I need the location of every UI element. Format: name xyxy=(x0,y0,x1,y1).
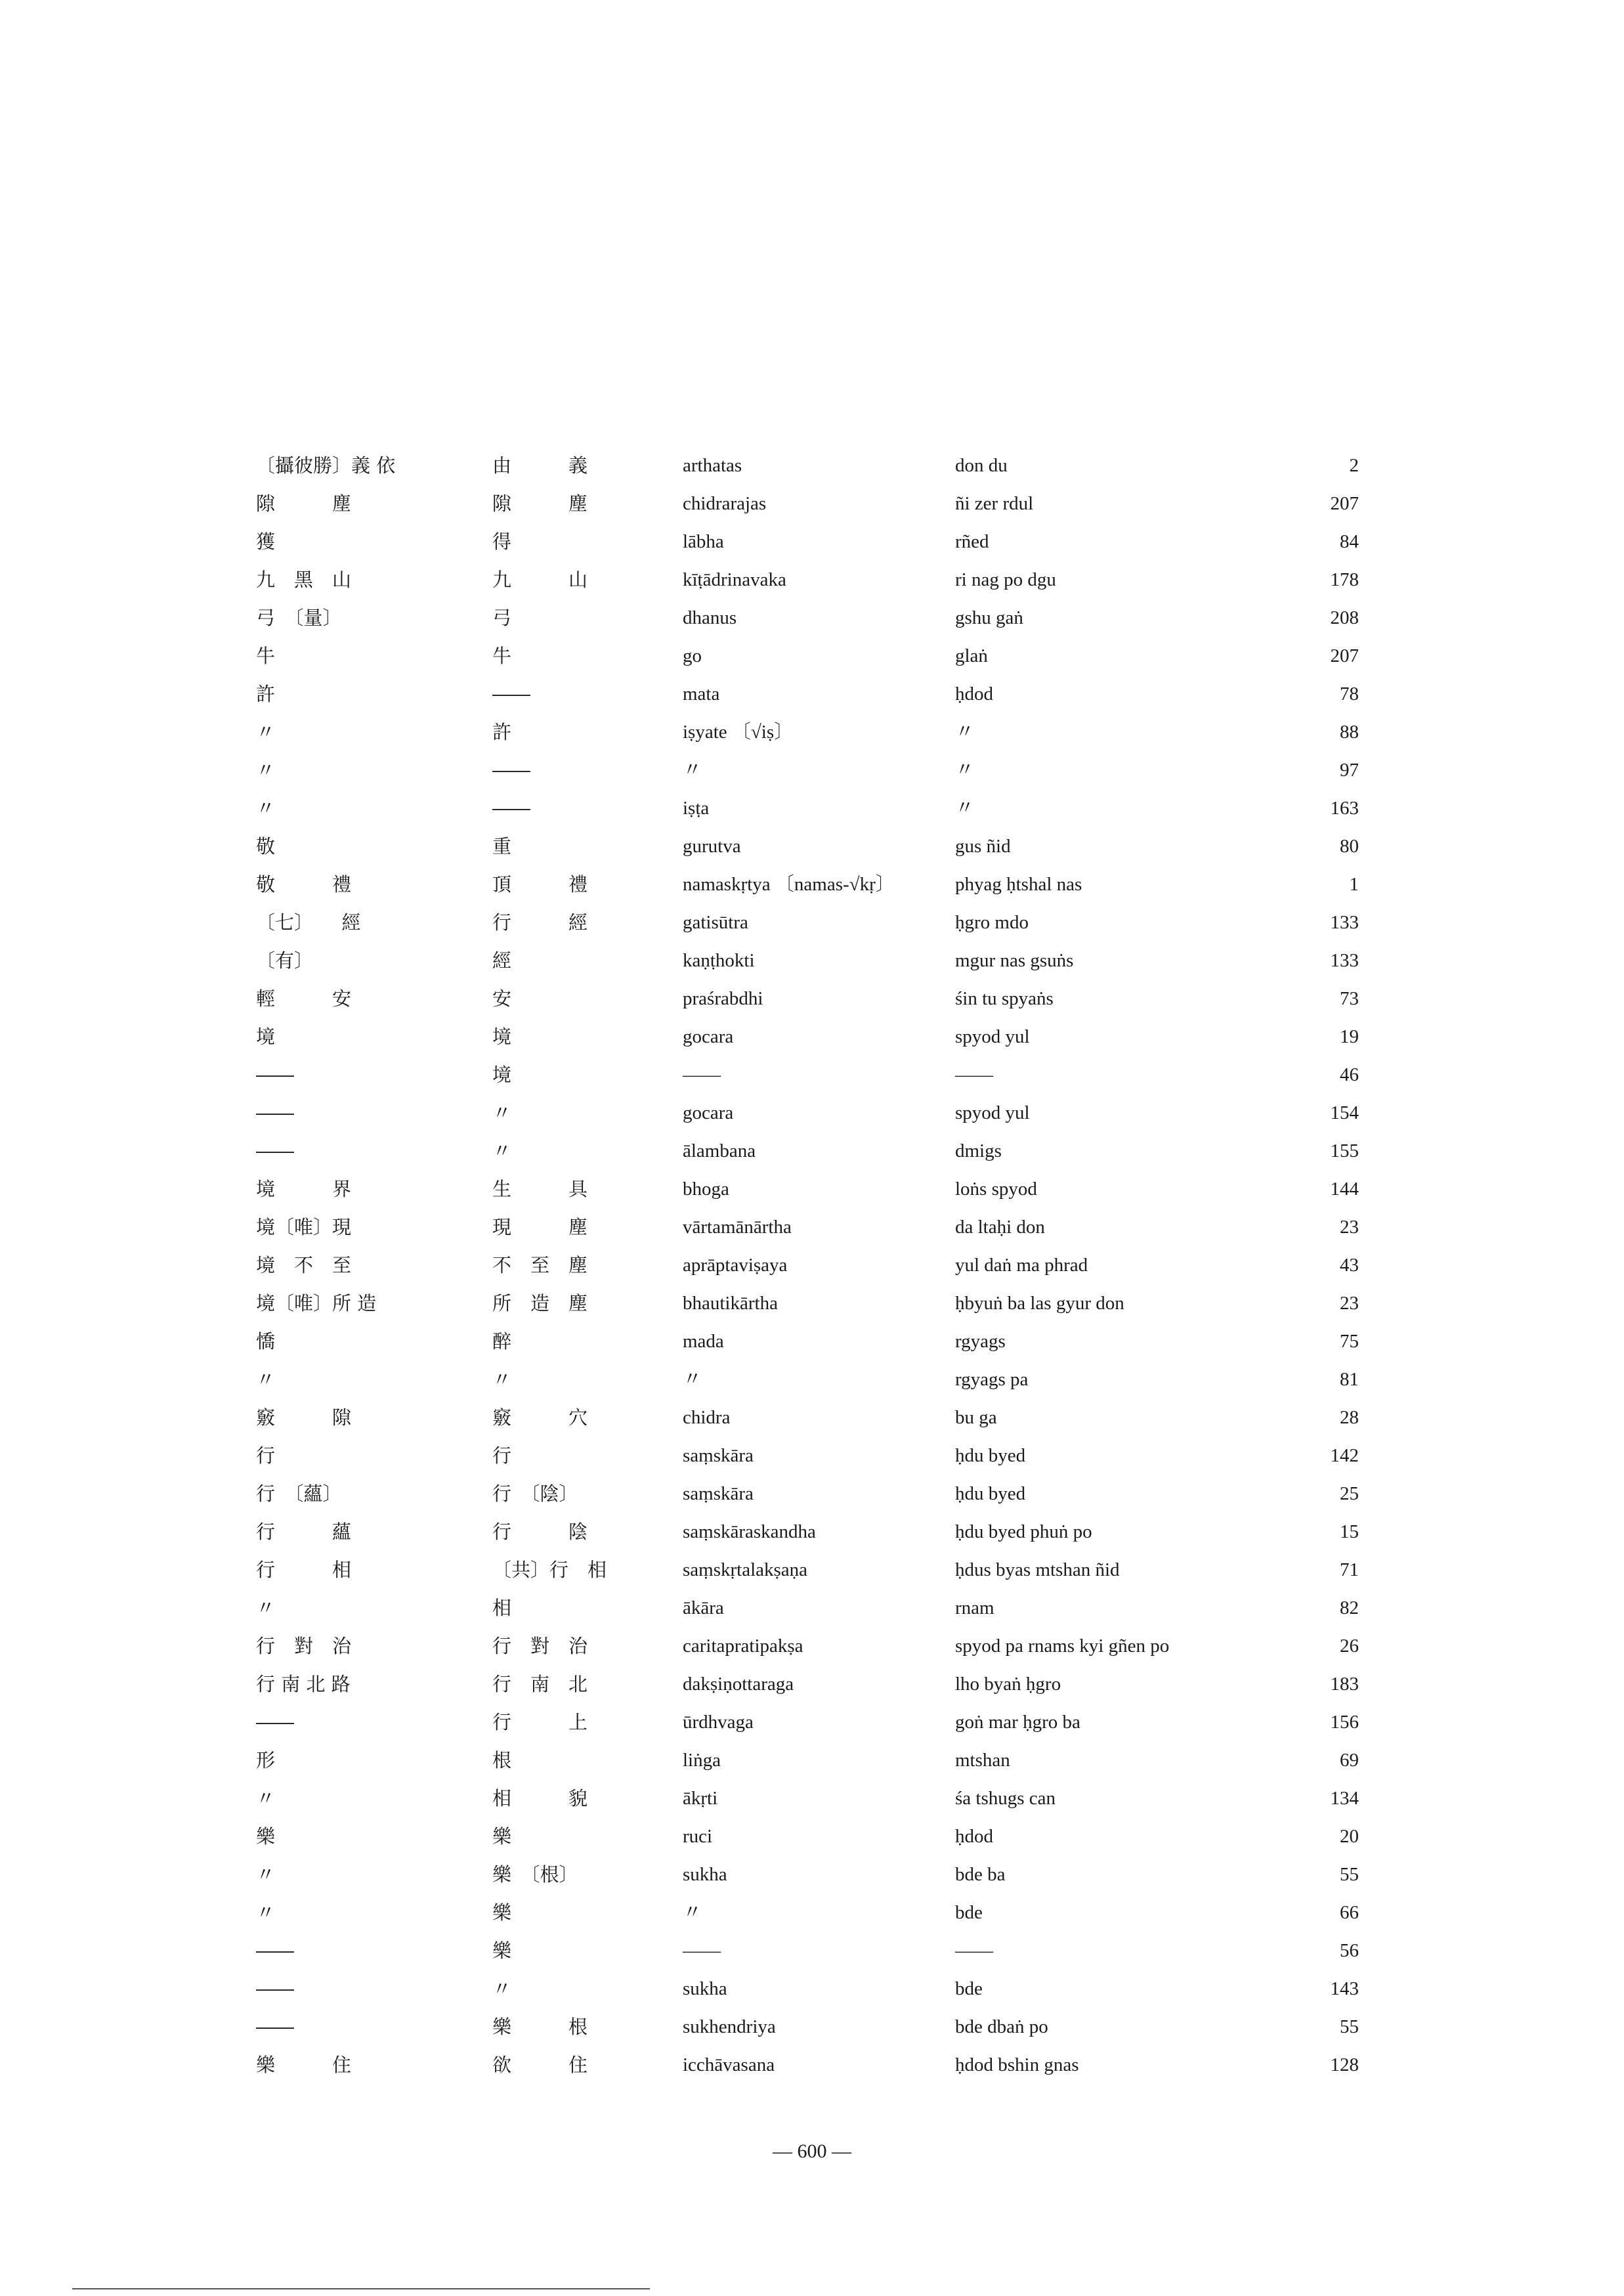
chinese-variant: 樂 xyxy=(492,1901,512,1924)
page-reference: 208 xyxy=(1330,607,1359,628)
chinese-variant: 九 山 xyxy=(492,569,588,591)
page-reference: 134 xyxy=(1330,1788,1359,1809)
chinese-term: 〃 xyxy=(256,1368,276,1391)
tibetan-term: ḥdu byed xyxy=(955,1445,1026,1466)
chinese-term: 行 南 北 路 xyxy=(256,1673,351,1695)
sanskrit-term: 〃 xyxy=(683,760,702,781)
table-row xyxy=(256,1322,1359,1360)
table-row xyxy=(256,1132,1359,1170)
page-reference: 15 xyxy=(1340,1521,1359,1542)
tibetan-term: spyod yul xyxy=(955,1102,1030,1123)
chinese-term: ―― xyxy=(256,1939,294,1962)
sanskrit-term: namaskṛtya 〔namas-√kṛ〕 xyxy=(683,874,895,895)
page-reference: 144 xyxy=(1330,1179,1359,1200)
sanskrit-term: icchāvasana xyxy=(683,2054,775,2075)
chinese-variant: 行 〔陰〕 xyxy=(492,1483,578,1505)
chinese-variant: 經 xyxy=(492,949,512,972)
sanskrit-term: vārtamānārtha xyxy=(683,1217,792,1238)
page-reference: 2 xyxy=(1349,455,1359,476)
table-row xyxy=(256,675,1359,713)
sanskrit-term: gocara xyxy=(683,1026,734,1047)
page-reference: 133 xyxy=(1330,912,1359,933)
sanskrit-term: kaṇṭhokti xyxy=(683,950,755,971)
chinese-term: 行 對 治 xyxy=(256,1635,352,1657)
page-reference: 28 xyxy=(1340,1407,1359,1428)
chinese-term: 隙 塵 xyxy=(256,492,352,515)
chinese-variant: 由 義 xyxy=(492,454,588,477)
page-reference: 163 xyxy=(1330,798,1359,819)
tibetan-term: rgyags xyxy=(955,1331,1006,1352)
page-reference: 78 xyxy=(1340,683,1359,704)
sanskrit-term: bhoga xyxy=(683,1179,729,1200)
table-row xyxy=(256,1741,1359,1779)
table-row xyxy=(256,2008,1359,2046)
tibetan-term: da ltaḥi don xyxy=(955,1217,1045,1238)
table-row xyxy=(256,1094,1359,1132)
tibetan-term: glaṅ xyxy=(955,645,988,666)
sanskrit-term: saṃskāra xyxy=(683,1483,754,1504)
table-row xyxy=(256,637,1359,675)
page-reference: 75 xyxy=(1340,1331,1359,1352)
sanskrit-term: saṃskāraskandha xyxy=(683,1521,816,1542)
sanskrit-term: ūrdhvaga xyxy=(683,1712,754,1733)
chinese-term: ―― xyxy=(256,1978,294,2000)
page-reference: 25 xyxy=(1340,1483,1359,1504)
chinese-term: 境〔唯〕所 造 xyxy=(256,1292,377,1314)
chinese-variant: 得 xyxy=(492,531,512,553)
table-row xyxy=(256,789,1359,827)
sanskrit-term: dakṣiṇottaraga xyxy=(683,1674,794,1695)
glossary-table xyxy=(256,446,1359,2084)
chinese-term: 行 蘊 xyxy=(256,1521,352,1543)
sanskrit-term: ālambana xyxy=(683,1140,756,1161)
tibetan-term: ḥdu byed xyxy=(955,1483,1026,1504)
page-reference: 143 xyxy=(1330,1978,1359,1999)
tibetan-term: śa tshugs can xyxy=(955,1788,1056,1809)
chinese-variant: 行 上 xyxy=(492,1711,588,1733)
chinese-variant: 相 貌 xyxy=(492,1787,588,1809)
table-row xyxy=(256,1170,1359,1208)
chinese-variant: 竅 穴 xyxy=(492,1406,588,1429)
tibetan-term: mtshan xyxy=(955,1750,1010,1771)
sanskrit-term: arthatas xyxy=(683,455,742,476)
chinese-variant: 行 xyxy=(492,1444,512,1467)
sanskrit-term: dhanus xyxy=(683,607,737,628)
sanskrit-term: go xyxy=(683,645,702,666)
chinese-variant: 〃 xyxy=(492,1978,512,2000)
page-reference: 97 xyxy=(1340,760,1359,781)
chinese-term: 弓 〔量〕 xyxy=(256,607,342,629)
page-reference: 19 xyxy=(1340,1026,1359,1047)
chinese-term: 牛 xyxy=(256,645,276,667)
chinese-term: 〃 xyxy=(256,1863,276,1886)
sanskrit-term: 〃 xyxy=(683,1369,702,1390)
table-row xyxy=(256,2046,1359,2084)
tibetan-term: ḥdod xyxy=(955,683,993,704)
page-reference: 55 xyxy=(1340,2016,1359,2037)
sanskrit-term: chidrarajas xyxy=(683,493,767,514)
chinese-variant: ―― xyxy=(492,759,530,781)
page-reference: 71 xyxy=(1340,1559,1359,1580)
page-reference: 133 xyxy=(1330,950,1359,971)
chinese-term: ―― xyxy=(256,1140,294,1162)
page-reference: 66 xyxy=(1340,1902,1359,1923)
tibetan-term: yul daṅ ma phrad xyxy=(955,1255,1088,1276)
sanskrit-term: ruci xyxy=(683,1826,713,1847)
tibetan-term: rnam xyxy=(955,1597,994,1618)
table-row xyxy=(256,1018,1359,1056)
chinese-term: 獲 xyxy=(256,531,276,553)
page-reference: 178 xyxy=(1330,569,1359,590)
page-reference: 55 xyxy=(1340,1864,1359,1885)
table-row xyxy=(256,1779,1359,1817)
chinese-variant: 許 xyxy=(492,721,512,743)
page-reference: 128 xyxy=(1330,2054,1359,2075)
tibetan-term: ḥbyuṅ ba las gyur don xyxy=(955,1293,1124,1314)
chinese-term: 輕 安 xyxy=(256,987,352,1010)
page-reference: 46 xyxy=(1340,1064,1359,1085)
sanskrit-term: kīṭādrinavaka xyxy=(683,569,786,590)
chinese-term: ―― xyxy=(256,1102,294,1124)
page-reference: 183 xyxy=(1330,1674,1359,1695)
tibetan-term: ḥdu byed phuṅ po xyxy=(955,1521,1092,1542)
chinese-variant: 現 塵 xyxy=(492,1216,588,1238)
tibetan-term: rñed xyxy=(955,531,989,552)
tibetan-term: don du xyxy=(955,455,1008,476)
tibetan-term: loṅs spyod xyxy=(955,1179,1037,1200)
table-row xyxy=(256,446,1359,485)
tibetan-term: bde ba xyxy=(955,1864,1006,1885)
chinese-term: 行 相 xyxy=(256,1559,352,1581)
chinese-variant: 弓 xyxy=(492,607,512,629)
sanskrit-term: gatisūtra xyxy=(683,912,748,933)
chinese-variant: 〃 xyxy=(492,1368,512,1391)
chinese-variant: 〃 xyxy=(492,1102,512,1124)
chinese-term: 憍 xyxy=(256,1330,276,1353)
chinese-term: 〃 xyxy=(256,1597,276,1619)
chinese-term: 行 xyxy=(256,1444,276,1467)
sanskrit-term: saṃskāra xyxy=(683,1445,754,1466)
chinese-term: 〔攝彼勝〕義 依 xyxy=(256,454,396,477)
table-row xyxy=(256,1932,1359,1970)
chinese-variant: ―― xyxy=(492,683,530,705)
chinese-term: 〔七〕 經 xyxy=(256,911,361,934)
tibetan-term: mgur nas gsuṅs xyxy=(955,950,1074,971)
table-row xyxy=(256,523,1359,561)
tibetan-term: spyod yul xyxy=(955,1026,1030,1047)
chinese-term: ―― xyxy=(256,2016,294,2038)
chinese-variant: 樂 xyxy=(492,1825,512,1848)
chinese-term: 〃 xyxy=(256,759,276,781)
tibetan-term: lho byaṅ ḥgro xyxy=(955,1674,1061,1695)
tibetan-term: dmigs xyxy=(955,1140,1002,1161)
sanskrit-term: ākṛti xyxy=(683,1788,718,1809)
tibetan-term: phyag ḥtshal nas xyxy=(955,874,1082,895)
tibetan-term: ḥdod xyxy=(955,1826,993,1847)
table-row xyxy=(256,1551,1359,1589)
sanskrit-term: mada xyxy=(683,1331,724,1352)
table-row xyxy=(256,1855,1359,1894)
page-reference: 56 xyxy=(1340,1940,1359,1961)
chinese-term: 竅 隙 xyxy=(256,1406,352,1429)
chinese-variant: 行 陰 xyxy=(492,1521,588,1543)
chinese-term: 樂 xyxy=(256,1825,276,1848)
table-row xyxy=(256,1665,1359,1703)
page-reference: 207 xyxy=(1330,493,1359,514)
sanskrit-term: ―― xyxy=(683,1064,721,1085)
table-row xyxy=(256,1817,1359,1855)
chinese-variant: 所 造 塵 xyxy=(492,1292,588,1314)
page-reference: 43 xyxy=(1340,1255,1359,1276)
table-row xyxy=(256,1894,1359,1932)
chinese-term: 敬 禮 xyxy=(256,873,352,896)
chinese-variant: 相 xyxy=(492,1597,512,1619)
table-row xyxy=(256,1398,1359,1437)
chinese-variant: 樂 根 xyxy=(492,2016,588,2038)
chinese-term: 九 黑 山 xyxy=(256,569,352,591)
chinese-term: 形 xyxy=(256,1749,276,1771)
table-row xyxy=(256,1246,1359,1284)
tibetan-term: goṅ mar ḥgro ba xyxy=(955,1712,1080,1733)
chinese-term: ―― xyxy=(256,1064,294,1086)
table-row xyxy=(256,1208,1359,1246)
chinese-term: 〃 xyxy=(256,721,276,743)
table-row xyxy=(256,1589,1359,1627)
chinese-variant: 行 南 北 xyxy=(492,1673,588,1695)
page-reference: 26 xyxy=(1340,1635,1359,1657)
tibetan-term: bde xyxy=(955,1902,983,1923)
page-reference: 142 xyxy=(1330,1445,1359,1466)
table-row xyxy=(256,1703,1359,1741)
sanskrit-term: gurutva xyxy=(683,836,741,857)
chinese-variant: 境 xyxy=(492,1064,512,1086)
chinese-variant: 樂 〔根〕 xyxy=(492,1863,578,1886)
tibetan-term: bde dbaṅ po xyxy=(955,2016,1048,2037)
chinese-term: 〃 xyxy=(256,1901,276,1924)
chinese-variant: 欲 住 xyxy=(492,2054,588,2076)
chinese-term: 敬 xyxy=(256,835,276,857)
chinese-variant: 樂 xyxy=(492,1939,512,1962)
table-row xyxy=(256,751,1359,789)
tibetan-term: ḥdod bshin gnas xyxy=(955,2054,1079,2075)
page-reference: 156 xyxy=(1330,1712,1359,1733)
table-row xyxy=(256,827,1359,865)
tibetan-term: ḥdus byas mtshan ñid xyxy=(955,1559,1120,1580)
chinese-variant: 行 經 xyxy=(492,911,588,934)
table-row xyxy=(256,599,1359,637)
chinese-variant: 根 xyxy=(492,1749,512,1771)
tibetan-term: 〃 xyxy=(955,760,975,781)
table-row xyxy=(256,1284,1359,1322)
table-row xyxy=(256,1627,1359,1665)
page-reference: 155 xyxy=(1330,1140,1359,1161)
chinese-term: ―― xyxy=(256,1711,294,1733)
chinese-variant: ―― xyxy=(492,797,530,819)
chinese-term: 〃 xyxy=(256,1787,276,1809)
sanskrit-term: iṣyate 〔√iṣ〕 xyxy=(683,722,794,743)
chinese-variant: 重 xyxy=(492,835,512,857)
page-reference: 69 xyxy=(1340,1750,1359,1771)
table-row xyxy=(256,942,1359,980)
table-row xyxy=(256,485,1359,523)
page-reference: 73 xyxy=(1340,988,1359,1009)
sanskrit-term: gocara xyxy=(683,1102,734,1123)
tibetan-term: rgyags pa xyxy=(955,1369,1029,1390)
table-row xyxy=(256,903,1359,942)
tibetan-term: ḥgro mdo xyxy=(955,912,1029,933)
tibetan-term: spyod pa rnams kyi gñen po xyxy=(955,1635,1170,1657)
tibetan-term: bde xyxy=(955,1978,983,1999)
chinese-term: 境 界 xyxy=(256,1178,352,1200)
sanskrit-term: 〃 xyxy=(683,1902,702,1923)
sanskrit-term: bhautikārtha xyxy=(683,1293,778,1314)
sanskrit-term: caritapratipakṣa xyxy=(683,1635,803,1657)
page-reference: 23 xyxy=(1340,1293,1359,1314)
chinese-variant: 不 至 塵 xyxy=(492,1254,588,1276)
page-reference: 80 xyxy=(1340,836,1359,857)
chinese-variant: 行 對 治 xyxy=(492,1635,588,1657)
tibetan-term: gshu gaṅ xyxy=(955,607,1023,628)
page-reference: 20 xyxy=(1340,1826,1359,1847)
chinese-variant: 牛 xyxy=(492,645,512,667)
sanskrit-term: saṃskṛtalakṣaṇa xyxy=(683,1559,808,1580)
sanskrit-term: sukha xyxy=(683,1978,727,1999)
chinese-term: 許 xyxy=(256,683,276,705)
sanskrit-term: praśrabdhi xyxy=(683,988,763,1009)
sanskrit-term: ―― xyxy=(683,1940,721,1961)
tibetan-term: 〃 xyxy=(955,798,975,819)
sanskrit-term: chidra xyxy=(683,1407,731,1428)
chinese-term: 境〔唯〕現 xyxy=(256,1216,352,1238)
tibetan-term: bu ga xyxy=(955,1407,997,1428)
table-row xyxy=(256,865,1359,903)
sanskrit-term: iṣṭa xyxy=(683,798,710,819)
sanskrit-term: aprāptaviṣaya xyxy=(683,1255,788,1276)
page-reference: 207 xyxy=(1330,645,1359,666)
table-row xyxy=(256,1056,1359,1094)
tibetan-term: 〃 xyxy=(955,722,975,743)
tibetan-term: gus ñid xyxy=(955,836,1011,857)
chinese-term: 〔有〕 xyxy=(256,949,314,972)
page-reference: 154 xyxy=(1330,1102,1359,1123)
tibetan-term: ―― xyxy=(955,1940,993,1961)
table-row xyxy=(256,1970,1359,2008)
bottom-rule xyxy=(72,2288,650,2289)
tibetan-term: ri nag po dgu xyxy=(955,569,1056,590)
table-row xyxy=(256,1437,1359,1475)
tibetan-term: ñi zer rdul xyxy=(955,493,1034,514)
sanskrit-term: lābha xyxy=(683,531,724,552)
chinese-term: 境 不 至 xyxy=(256,1254,352,1276)
page-reference: 88 xyxy=(1340,722,1359,743)
chinese-variant: 安 xyxy=(492,987,512,1010)
sanskrit-term: liṅga xyxy=(683,1750,721,1771)
chinese-term: 樂 住 xyxy=(256,2054,352,2076)
chinese-term: 行 〔蘊〕 xyxy=(256,1483,342,1505)
chinese-variant: 隙 塵 xyxy=(492,492,588,515)
page-reference: 84 xyxy=(1340,531,1359,552)
sanskrit-term: ākāra xyxy=(683,1597,724,1618)
table-row xyxy=(256,980,1359,1018)
page-reference: 81 xyxy=(1340,1369,1359,1390)
sanskrit-term: sukha xyxy=(683,1864,727,1885)
table-row xyxy=(256,1513,1359,1551)
chinese-variant: 〃 xyxy=(492,1140,512,1162)
table-row xyxy=(256,1475,1359,1513)
sanskrit-term: mata xyxy=(683,683,720,704)
tibetan-term: ―― xyxy=(955,1064,993,1085)
page-reference: 23 xyxy=(1340,1217,1359,1238)
sanskrit-term: sukhendriya xyxy=(683,2016,776,2037)
chinese-term: 〃 xyxy=(256,797,276,819)
page-reference: 82 xyxy=(1340,1597,1359,1618)
page-reference: 1 xyxy=(1349,874,1359,895)
page-number: ― 600 ― xyxy=(773,2140,851,2162)
chinese-variant: 頂 禮 xyxy=(492,873,588,896)
table-row xyxy=(256,713,1359,751)
chinese-variant: 〔共〕行 相 xyxy=(492,1559,607,1581)
chinese-variant: 境 xyxy=(492,1026,512,1048)
chinese-variant: 醉 xyxy=(492,1330,512,1353)
chinese-variant: 生 具 xyxy=(492,1178,588,1200)
table-row xyxy=(256,1360,1359,1398)
chinese-term: 境 xyxy=(256,1026,276,1048)
tibetan-term: śin tu spyaṅs xyxy=(955,988,1054,1009)
table-row xyxy=(256,561,1359,599)
